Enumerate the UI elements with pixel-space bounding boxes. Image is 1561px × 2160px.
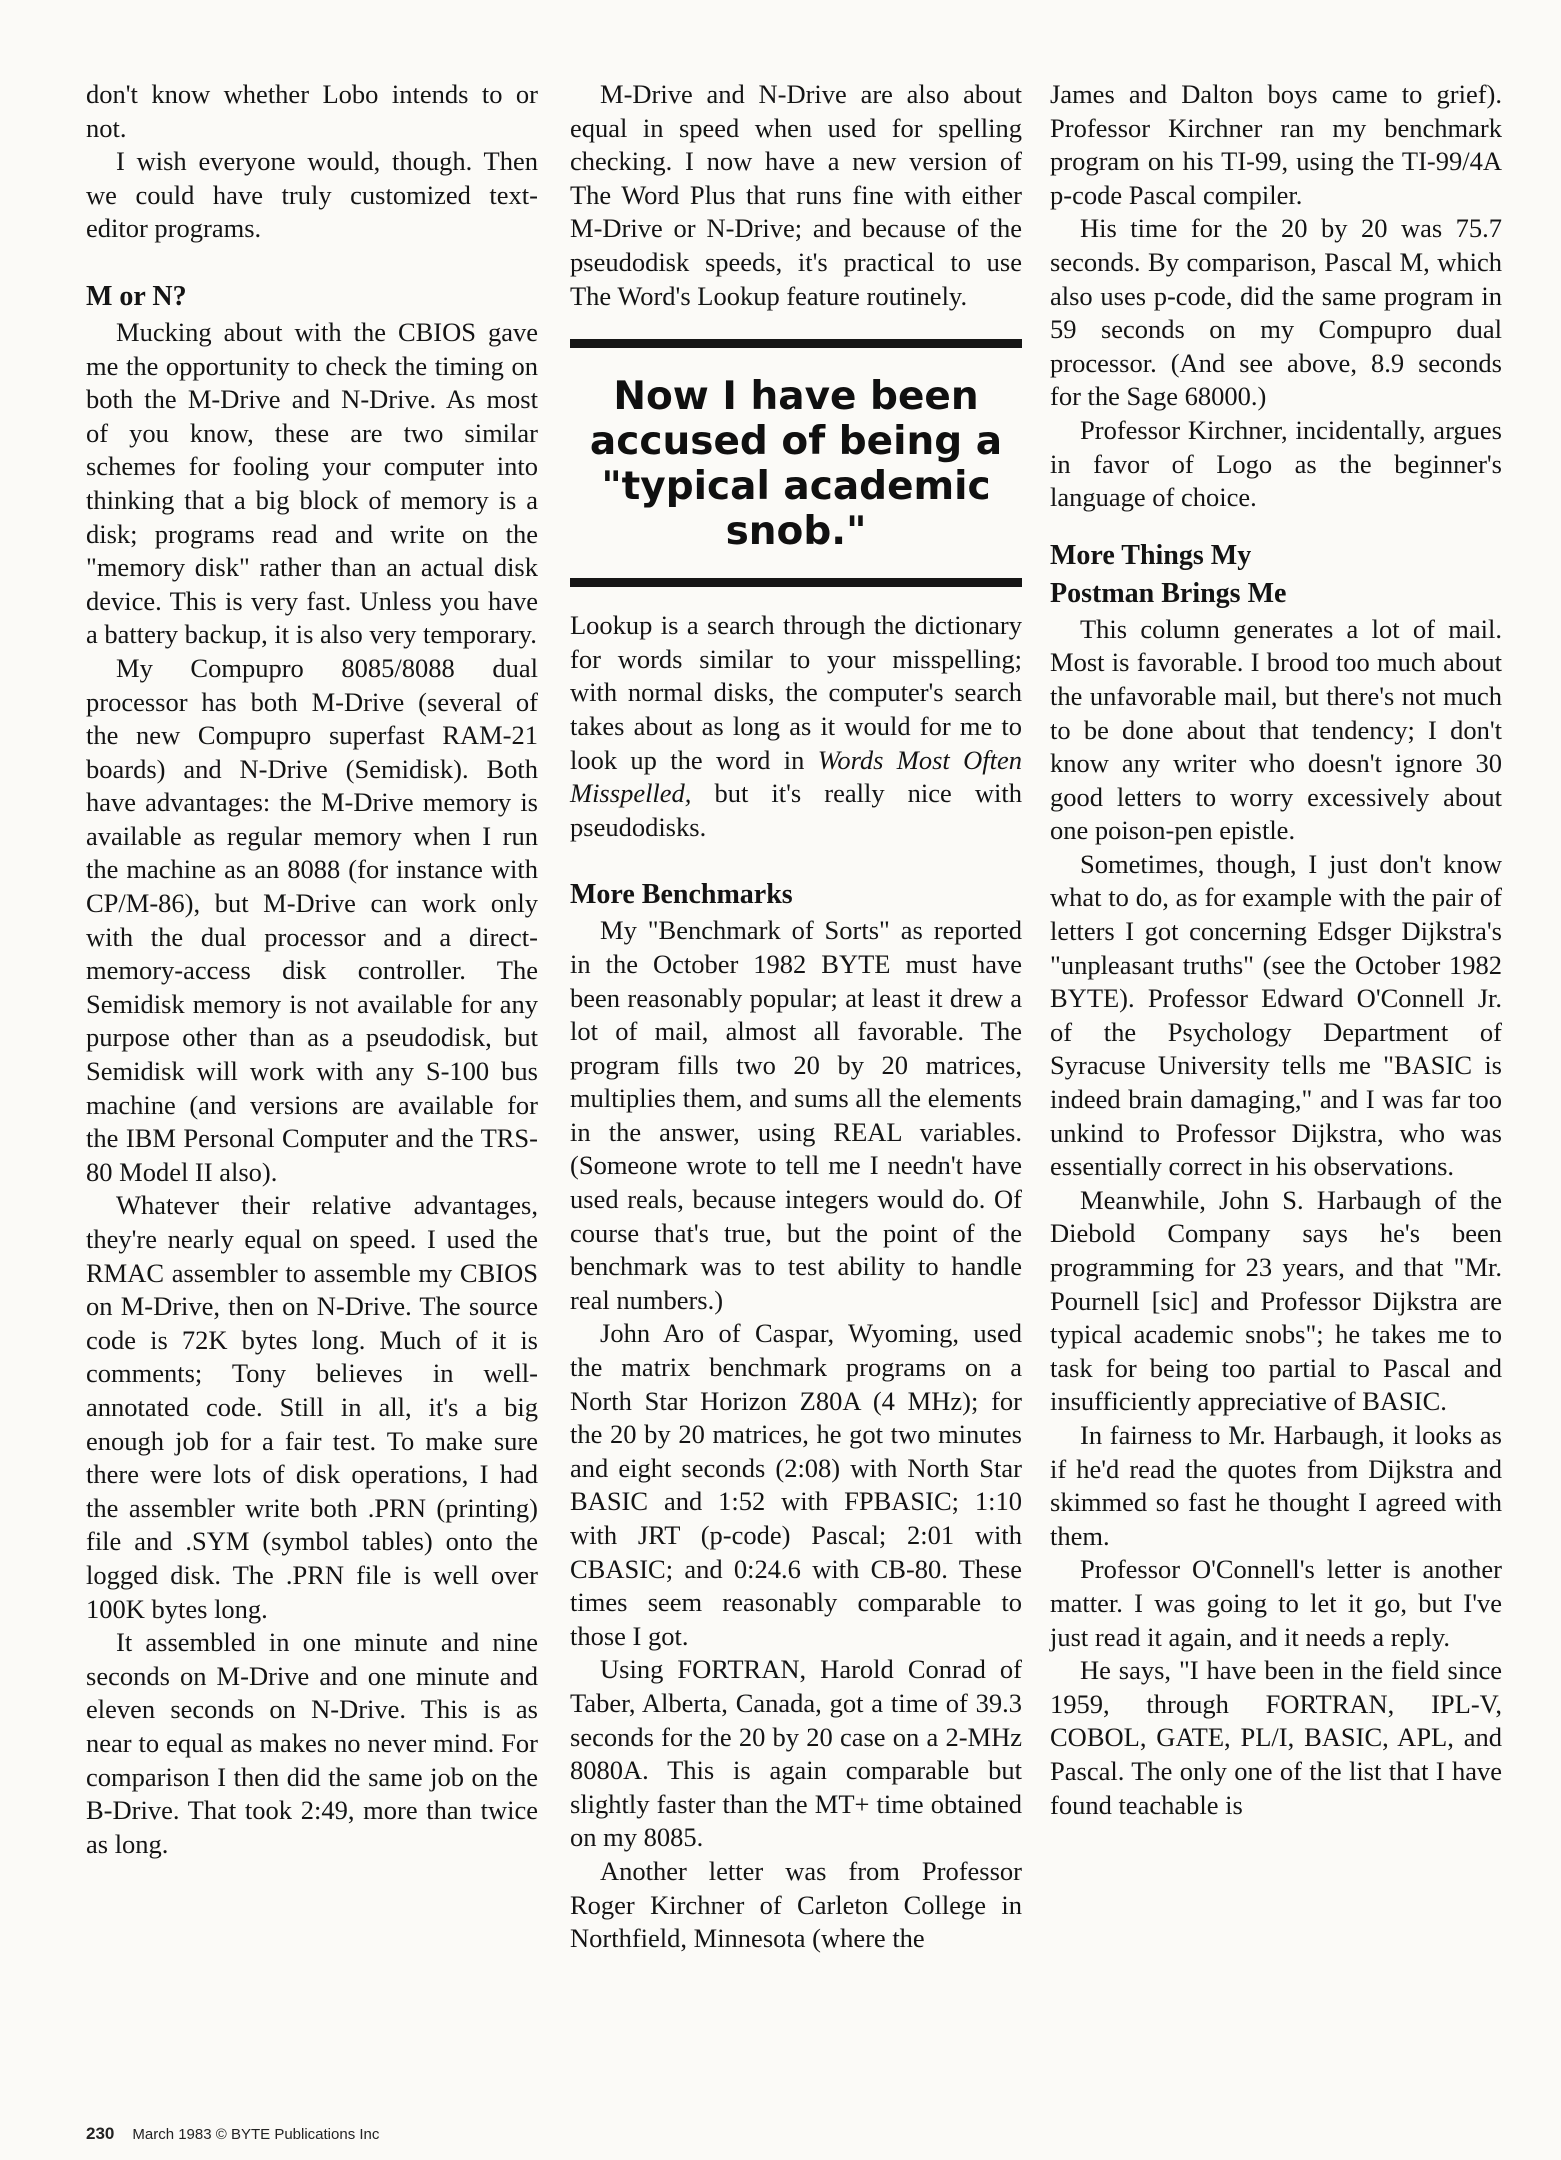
column-3 <box>1050 78 1502 1822</box>
paragraph: He says, "I have been in the field since 1959, through FORTRAN, IPL-V, COBOL, GATE, PL/I, BASIC, APL, and Pascal. The only one of the list that I have found teachable is <box>1050 1655 1502 1820</box>
paragraph-text: but it's really nice with pseudodisks. <box>570 778 1022 842</box>
paragraph: James and Dalton boys came to grief). Professor Kirchner ran my benchmark program on his TI-99, using the TI-99/4A p-code Pascal compiler. <box>1050 79 1502 210</box>
column-2 <box>570 78 1022 1956</box>
paragraph: Professor O'Connell's letter is another matter. I was going to let it go, but I've just read it again, and it needs a reply. <box>1050 1554 1502 1652</box>
paragraph: In fairness to Mr. Harbaugh, it looks as if he'd read the quotes from Dijkstra and skimmed so fast he thought I agreed with them. <box>1050 1419 1502 1551</box>
book-title: Words Most Often Misspelled, <box>570 744 1022 809</box>
paragraph: I wish everyone would, though. Then we could have truly customized text-editor programs. <box>86 146 538 244</box>
paragraph: M-Drive and N-Drive are also about equal in speed when used for spelling checking. I now have a new version of The Word Plus that runs fine with either M-Drive or N-Drive; and because of the pseudodisk speeds, it's practical to use The Word's Lookup feature routinely. <box>570 79 1022 311</box>
paragraph: Sometimes, though, I just don't know what to do, as for example with the pair of letters I got concerning Edsger Dijkstra's "unpleasant truths" (see the October 1982 BYTE). Professor Edward O'Connell Jr. of the Psychology Department of Syracuse University tells me "BASIC is indeed brain damaging," and I was far too unkind to Professor Dijkstra, who was essentially correct in his observations. <box>1050 848 1502 1182</box>
paragraph: Professor Kirchner, incidentally, argues in favor of Logo as the beginner's language of choice. <box>1050 414 1502 513</box>
paragraph: My Compupro 8085/8088 dual processor has both M-Drive (several of the new Compupro superfast RAM-21 boards) and N-Drive (Semidisk). Both have advantages: the M-Drive memory is available as regular memory when I run the machine as an 8088 (for instance with CP/M-86), but M-Drive can work only with the dual processor and a direct-memory-access disk controller. The Semidisk memory is not available for any purpose other than as a pseudodisk, but Semidisk will work with any S-100 bus machine (and versions are available for the IBM Personal Computer and the TRS-80 Model II also). <box>86 652 538 1187</box>
paragraph: Using FORTRAN, Harold Conrad of Taber, Alberta, Canada, got a time of 39.3 seconds for the 20 by 20 case on a 2-MHz 8080A. This is again comparable but slightly faster than the MT+ time obtained on my 8085. <box>570 1654 1022 1853</box>
paragraph: It assembled in one minute and nine seconds on M-Drive and one minute and eleven seconds on N-Drive. This is as near to equal as makes no never mind. For comparison I then did the same job on the B-Drive. That took 2:49, more than twice as long. <box>86 1627 538 1859</box>
paragraph: My "Benchmark of Sorts" as reported in the October 1982 BYTE must have been reasonably popular; at least it drew a lot of mail, almost all favorable. The program fills two 20 by 20 matrices, multiplies them, and sums all the elements in the answer, using REAL variables. (Someone wrote to tell me I needn't have used reals, because integers would do. Of course that's true, but the point of the benchmark was to test ability to handle real numbers.) <box>570 915 1022 1315</box>
section-heading-more-benchmarks: More Benchmarks <box>570 879 793 911</box>
column-1 <box>86 78 538 1861</box>
paragraph: John Aro of Caspar, Wyoming, used the matrix benchmark programs on a North Star Horizon Z80A (4 MHz); for the 20 by 20 matrices, he got two minutes and eight seconds (2:08) with North Star BASIC and 1:52 with FPBASIC; 1:10 with JRT (p-code) Pascal; 2:01 with CBASIC; and 0:24.6 with CB-80. These times seem reasonably comparable to those I got. <box>570 1318 1022 1651</box>
paragraph: Whatever their relative advantages, they're nearly equal on speed. I used the RMAC assembler to assemble my CBIOS on M-Drive, then on N-Drive. The source code is 72K bytes long. Much of it is comments; Tony believes in well-annotated code. Still in all, it's a big enough job for a fair test. To make sure there were lots of disk operations, I had the assembler write both .PRN (printing) file and .SYM (symbol tables) onto the logged disk. The .PRN file is well over 100K bytes long. <box>86 1190 538 1624</box>
section-heading-postman <box>1050 537 1502 613</box>
paragraph: Another letter was from Professor Roger Kirchner of Carleton College in Northfield, Minnesota (where the <box>570 1855 1022 1954</box>
paragraph-text: Lookup is a search through the dictionary for words similar to your misspelling; with normal disks, the computer's search takes about as long as it would for me to look up the word in <box>570 610 1022 775</box>
paragraph: His time for the 20 by 20 was 75.7 seconds. By comparison, Pascal M, which also uses p-code, did the same program in 59 seconds on my Compupro dual processor. (And see above, 8.9 seconds for the Sage 68000.) <box>1050 213 1502 412</box>
paragraph: don't know whether Lobo intends to or not. <box>86 79 538 143</box>
paragraph: Mucking about with the CBIOS gave me the opportunity to check the timing on both the M-Drive and N-Drive. As most of you know, these are two similar schemes for fooling your computer into thinking that a big block of memory is a disk; programs read and write on the "memory disk" rather than an actual disk device. This is very fast. Unless you have a battery backup, it is also very temporary. <box>86 316 538 650</box>
paragraph <box>570 609 1022 844</box>
section-heading-m-or-n: M or N? <box>86 280 187 312</box>
heading-line: Postman Brings Me <box>1050 577 1287 609</box>
page-footer <box>86 2124 379 2144</box>
footer-text: March 1983 © BYTE Publications Inc <box>132 2126 380 2143</box>
page-number: 230 <box>86 2124 115 2143</box>
paragraph: Meanwhile, John S. Harbaugh of the Diebold Company says he's been programming for 23 years, and that "Mr. Pournell [sic] and Professor Dijkstra are typical academic snobs"; he takes me to task for being too partial to Pascal and insufficiently appreciative of BASIC. <box>1050 1184 1502 1417</box>
paragraph: This column generates a lot of mail. Most is favorable. I brood too much about the unfavorable mail, but there's not much to be done about that tendency; I don't know any writer who doesn't ignore 30 good letters to worry excessively about one poison-pen epistle. <box>1050 613 1502 846</box>
heading-line: More Things My <box>1050 539 1252 571</box>
pull-quote: Now I have been accused of being a "typical academic snob." <box>570 339 1022 587</box>
